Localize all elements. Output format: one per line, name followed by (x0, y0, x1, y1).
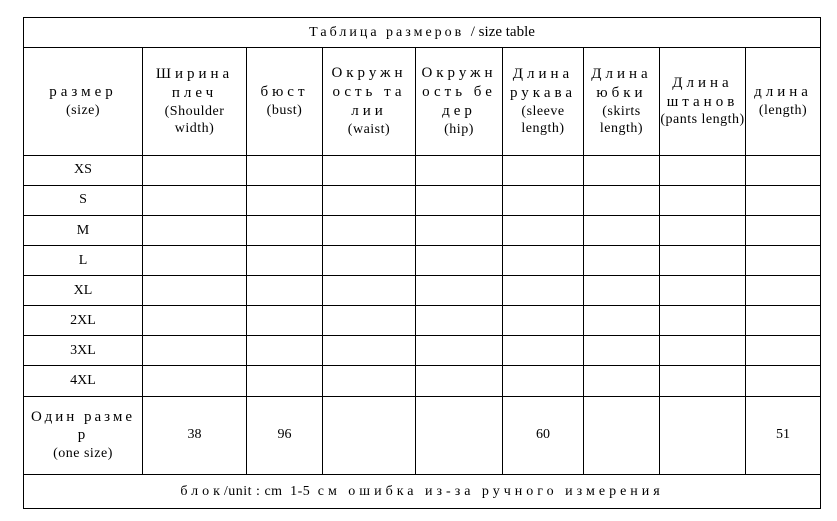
measurement-cell (584, 306, 660, 336)
measurement-cell (503, 366, 584, 396)
measurement-cell (746, 155, 821, 185)
note-error-text: см ошибка из-за ручного измерения (317, 483, 664, 499)
table-row (24, 185, 821, 215)
size-label: XS (24, 155, 143, 185)
measurement-cell (143, 215, 247, 245)
measurement-cell (660, 155, 746, 185)
measurement-cell (323, 366, 416, 396)
table-row (24, 155, 821, 185)
size-label: S (24, 185, 143, 215)
measurement-cell (247, 275, 323, 305)
measurement-cell (416, 155, 503, 185)
measurement-cell (247, 336, 323, 366)
measurement-cell (660, 366, 746, 396)
column-header-ru: Окружность талии (331, 65, 407, 119)
measurement-cell (746, 306, 821, 336)
measurement-cell (416, 185, 503, 215)
measurement-cell (584, 185, 660, 215)
size-label: 4XL (24, 366, 143, 396)
column-header-ru: Длина штанов (666, 74, 739, 110)
measurement-cell (660, 185, 746, 215)
measurement-cell (323, 275, 416, 305)
measurement-cell (584, 336, 660, 366)
header-row (24, 48, 821, 155)
measurement-cell (503, 155, 584, 185)
measurement-cell (584, 245, 660, 275)
column-header-en: (size) (65, 102, 101, 118)
measurement-cell (503, 275, 584, 305)
measurement-cell (416, 306, 503, 336)
measurement-cell (323, 185, 416, 215)
title-row (24, 18, 821, 48)
measurement-cell (416, 366, 503, 396)
one-size-pants-length (660, 396, 746, 474)
size-label: XL (24, 275, 143, 305)
one-size-shoulder-width: 38 (143, 396, 247, 474)
column-header-en: (pants length) (660, 112, 745, 128)
one-size-row (24, 396, 821, 474)
column-header-ru: размер (49, 84, 117, 101)
measurement-cell (323, 306, 416, 336)
column-header-ru: Окружность бедер (421, 65, 497, 119)
measurement-cell (746, 366, 821, 396)
measurement-cell (660, 275, 746, 305)
one-size-label-en: (one size) (53, 446, 113, 462)
measurement-cell (660, 306, 746, 336)
note-unit-en: /unit : cm (223, 483, 283, 499)
measurement-cell (746, 215, 821, 245)
size-rows (24, 155, 821, 396)
one-size-label (24, 396, 143, 474)
column-header-en: (sleeve length) (521, 103, 565, 137)
measurement-cell (746, 336, 821, 366)
measurement-cell (143, 336, 247, 366)
size-chart (23, 17, 820, 509)
column-header-en: (hip) (444, 121, 474, 137)
measurement-cell (416, 215, 503, 245)
size-label: 3XL (24, 336, 143, 366)
measurement-cell (143, 185, 247, 215)
column-header-waist (323, 48, 416, 155)
size-label: 2XL (24, 306, 143, 336)
measurement-cell (416, 336, 503, 366)
measurement-cell (503, 336, 584, 366)
column-header-en: (skirts length) (599, 103, 644, 137)
note-unit-ru: блок (180, 483, 224, 499)
measurement-cell (143, 306, 247, 336)
column-header-size (24, 48, 143, 155)
column-header-ru: Ширина плеч (155, 66, 234, 101)
measurement-cell (247, 215, 323, 245)
table-row (24, 336, 821, 366)
measurement-cell (323, 245, 416, 275)
measurement-cell (503, 306, 584, 336)
measurement-cell (323, 336, 416, 366)
measurement-cell (584, 275, 660, 305)
one-size-sleeve-length: 60 (503, 396, 584, 474)
column-header-ru: бюст (260, 84, 309, 101)
table-title-ru: Таблица размеров (309, 25, 465, 41)
measurement-cell (323, 215, 416, 245)
note-range: 1-5 (290, 483, 311, 499)
column-header-en: (waist) (347, 121, 391, 137)
column-header-ru: длина (754, 84, 812, 101)
measurement-cell (584, 215, 660, 245)
column-header-en: (bust) (266, 102, 303, 118)
size-label: L (24, 245, 143, 275)
measurement-cell (143, 155, 247, 185)
column-header-length (746, 48, 821, 155)
one-size-skirts-length (584, 396, 660, 474)
column-header-en: (Shoulder width) (164, 103, 225, 137)
one-size-hip (416, 396, 503, 474)
measurement-cell (247, 155, 323, 185)
one-size-length: 51 (746, 396, 821, 474)
measurement-cell (416, 275, 503, 305)
table-row (24, 306, 821, 336)
column-header-en: (length) (758, 102, 808, 118)
measurement-cell (584, 366, 660, 396)
measurement-cell (660, 245, 746, 275)
column-header-skirts-length (584, 48, 660, 155)
size-label: M (24, 215, 143, 245)
column-header-shoulder-width (143, 48, 247, 155)
measurement-cell (746, 245, 821, 275)
measurement-cell (660, 336, 746, 366)
one-size-waist (323, 396, 416, 474)
column-header-pants-length (660, 48, 746, 155)
measurement-cell (143, 366, 247, 396)
table-row (24, 215, 821, 245)
one-size-label-ru: Один размер (30, 408, 136, 444)
table-title-en: / size table (470, 24, 535, 41)
column-header-ru: Длина юбки (591, 66, 652, 101)
measurement-cell (143, 245, 247, 275)
measurement-cell (584, 155, 660, 185)
measurement-cell (503, 245, 584, 275)
footer-row (24, 474, 821, 508)
measurement-cell (323, 155, 416, 185)
measurement-cell (247, 306, 323, 336)
one-size-bust: 96 (247, 396, 323, 474)
column-header-sleeve-length (503, 48, 584, 155)
measurement-cell (416, 245, 503, 275)
measurement-cell (143, 275, 247, 305)
measurement-cell (503, 185, 584, 215)
measurement-cell (746, 185, 821, 215)
measurement-cell (247, 185, 323, 215)
measurement-cell (247, 366, 323, 396)
table-row (24, 245, 821, 275)
measurement-cell (660, 215, 746, 245)
measurement-note (24, 474, 821, 508)
column-header-ru: Длина рукава (509, 66, 577, 101)
table-title (24, 18, 821, 48)
table-row (24, 275, 821, 305)
measurement-cell (746, 275, 821, 305)
size-table (23, 17, 821, 509)
column-header-hip (416, 48, 503, 155)
table-row (24, 366, 821, 396)
measurement-cell (247, 245, 323, 275)
column-header-bust (247, 48, 323, 155)
measurement-cell (503, 215, 584, 245)
